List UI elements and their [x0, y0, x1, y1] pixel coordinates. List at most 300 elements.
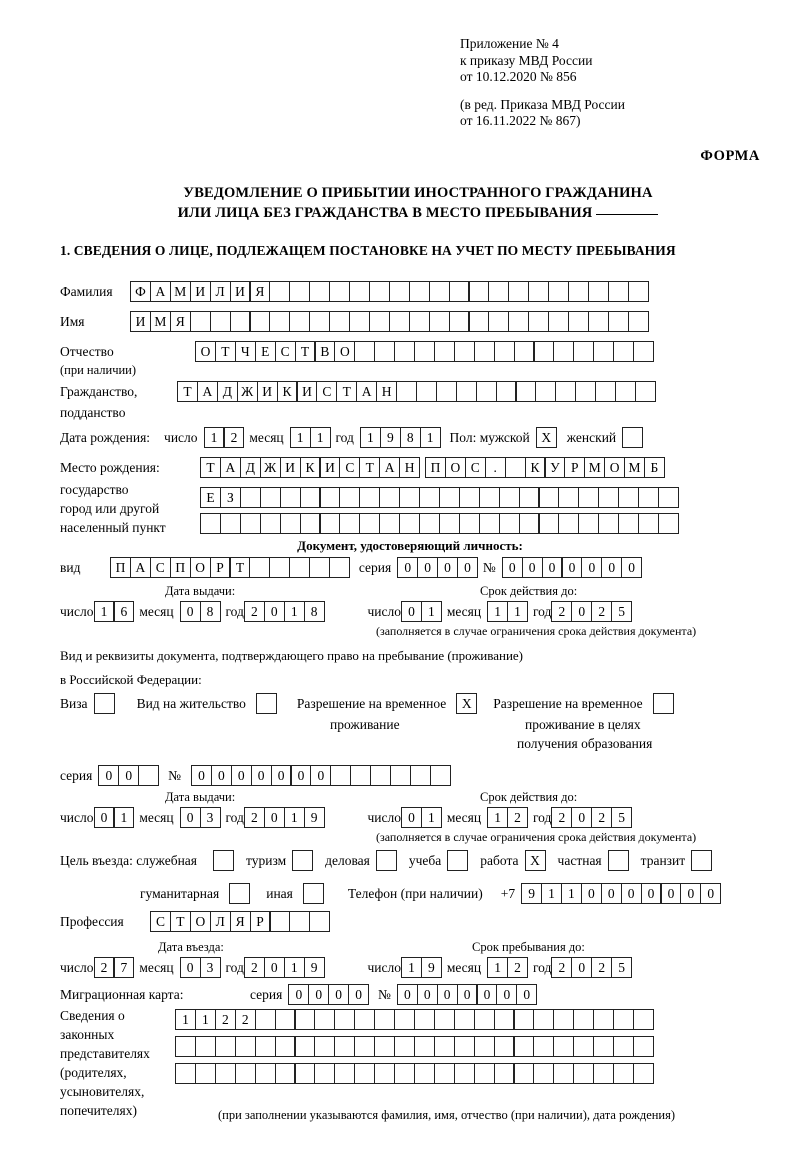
char-cell[interactable]: О	[190, 557, 211, 578]
char-cell[interactable]	[210, 311, 231, 332]
char-cell[interactable]: 0	[271, 765, 292, 786]
char-cell[interactable]: 2	[507, 957, 528, 978]
char-cell[interactable]	[359, 487, 380, 508]
char-cell[interactable]	[399, 487, 420, 508]
stay-valid-day-input[interactable]	[401, 807, 441, 828]
char-cell[interactable]: 2	[591, 807, 612, 828]
char-cell[interactable]	[379, 513, 400, 534]
char-cell[interactable]	[280, 487, 301, 508]
char-cell[interactable]	[269, 311, 290, 332]
char-cell[interactable]	[519, 487, 540, 508]
char-cell[interactable]: 1	[507, 601, 528, 622]
residence-permit-checkbox[interactable]	[256, 693, 277, 714]
profession-input[interactable]	[150, 911, 329, 932]
char-cell[interactable]: 1	[175, 1009, 196, 1030]
char-cell[interactable]: А	[356, 381, 377, 402]
char-cell[interactable]: 1	[421, 601, 442, 622]
char-cell[interactable]: 0	[641, 883, 662, 904]
char-cell[interactable]	[289, 281, 310, 302]
char-cell[interactable]	[635, 381, 656, 402]
char-cell[interactable]	[416, 381, 437, 402]
char-cell[interactable]	[249, 311, 270, 332]
char-cell[interactable]	[350, 765, 371, 786]
char-cell[interactable]	[528, 311, 549, 332]
char-cell[interactable]	[334, 1063, 355, 1084]
char-cell[interactable]: 1	[487, 807, 508, 828]
char-cell[interactable]	[508, 281, 529, 302]
char-cell[interactable]	[555, 381, 576, 402]
char-cell[interactable]	[488, 281, 509, 302]
char-cell[interactable]: М	[584, 457, 605, 478]
stay-end-day-input[interactable]	[401, 957, 441, 978]
char-cell[interactable]: 1	[204, 427, 225, 448]
char-cell[interactable]: Ж	[260, 457, 281, 478]
entry-day-input[interactable]	[94, 957, 134, 978]
char-cell[interactable]: Р	[564, 457, 585, 478]
char-cell[interactable]	[494, 1063, 515, 1084]
char-cell[interactable]: Т	[200, 457, 221, 478]
char-cell[interactable]	[255, 1036, 276, 1057]
char-cell[interactable]	[618, 487, 639, 508]
char-cell[interactable]	[280, 513, 301, 534]
char-cell[interactable]: 8	[304, 601, 325, 622]
char-cell[interactable]	[456, 381, 477, 402]
char-cell[interactable]: Я	[170, 311, 191, 332]
char-cell[interactable]	[309, 311, 330, 332]
char-cell[interactable]: 2	[551, 957, 572, 978]
char-cell[interactable]: И	[230, 281, 251, 302]
char-cell[interactable]: 1	[561, 883, 582, 904]
citizenship-input[interactable]	[177, 381, 655, 402]
char-cell[interactable]	[374, 341, 395, 362]
char-cell[interactable]	[538, 487, 559, 508]
char-cell[interactable]	[354, 1009, 375, 1030]
char-cell[interactable]	[535, 381, 556, 402]
char-cell[interactable]	[319, 513, 340, 534]
stay-series-input[interactable]	[98, 765, 158, 786]
char-cell[interactable]	[514, 341, 535, 362]
char-cell[interactable]	[399, 513, 420, 534]
char-cell[interactable]: 5	[611, 807, 632, 828]
char-cell[interactable]: Р	[210, 557, 231, 578]
char-cell[interactable]	[275, 1063, 296, 1084]
char-cell[interactable]	[553, 1036, 574, 1057]
temp-residence-checkbox[interactable]: X	[456, 693, 477, 714]
char-cell[interactable]: 0	[348, 984, 369, 1005]
char-cell[interactable]: 0	[231, 765, 252, 786]
char-cell[interactable]	[658, 487, 679, 508]
char-cell[interactable]	[593, 341, 614, 362]
char-cell[interactable]: 1	[94, 601, 115, 622]
char-cell[interactable]: 0	[601, 557, 622, 578]
char-cell[interactable]	[294, 1063, 315, 1084]
char-cell[interactable]	[334, 1009, 355, 1030]
char-cell[interactable]: 3	[200, 807, 221, 828]
char-cell[interactable]: Ж	[237, 381, 258, 402]
doc-valid-day-input[interactable]	[401, 601, 441, 622]
char-cell[interactable]	[269, 281, 290, 302]
birth-month-input[interactable]	[290, 427, 330, 448]
char-cell[interactable]	[553, 341, 574, 362]
char-cell[interactable]	[513, 1009, 534, 1030]
char-cell[interactable]	[329, 281, 350, 302]
char-cell[interactable]: П	[425, 457, 446, 478]
char-cell[interactable]	[434, 1063, 455, 1084]
char-cell[interactable]	[515, 381, 536, 402]
char-cell[interactable]: Е	[255, 341, 276, 362]
char-cell[interactable]: 8	[200, 601, 221, 622]
char-cell[interactable]: 1	[284, 807, 305, 828]
char-cell[interactable]	[354, 341, 375, 362]
char-cell[interactable]	[568, 281, 589, 302]
char-cell[interactable]	[638, 513, 659, 534]
char-cell[interactable]	[339, 513, 360, 534]
char-cell[interactable]	[289, 911, 310, 932]
char-cell[interactable]	[374, 1063, 395, 1084]
char-cell[interactable]	[195, 1063, 216, 1084]
char-cell[interactable]: М	[150, 311, 171, 332]
char-cell[interactable]: 0	[522, 557, 543, 578]
char-cell[interactable]: 0	[211, 765, 232, 786]
char-cell[interactable]	[255, 1009, 276, 1030]
char-cell[interactable]	[573, 341, 594, 362]
char-cell[interactable]	[474, 341, 495, 362]
char-cell[interactable]: К	[277, 381, 298, 402]
sex-male-checkbox[interactable]: X	[536, 427, 557, 448]
char-cell[interactable]: П	[110, 557, 131, 578]
char-cell[interactable]	[434, 1036, 455, 1057]
stay-end-year-input[interactable]	[551, 957, 631, 978]
char-cell[interactable]	[309, 557, 330, 578]
char-cell[interactable]: 0	[328, 984, 349, 1005]
char-cell[interactable]	[499, 513, 520, 534]
char-cell[interactable]: 0	[581, 557, 602, 578]
char-cell[interactable]	[215, 1063, 236, 1084]
char-cell[interactable]	[608, 281, 629, 302]
char-cell[interactable]: 9	[304, 957, 325, 978]
char-cell[interactable]	[190, 311, 211, 332]
char-cell[interactable]: 0	[417, 557, 438, 578]
char-cell[interactable]: И	[257, 381, 278, 402]
char-cell[interactable]	[429, 281, 450, 302]
char-cell[interactable]	[553, 1009, 574, 1030]
char-cell[interactable]: У	[544, 457, 565, 478]
char-cell[interactable]: Л	[210, 911, 231, 932]
char-cell[interactable]	[454, 1009, 475, 1030]
char-cell[interactable]: 9	[421, 957, 442, 978]
char-cell[interactable]	[588, 311, 609, 332]
char-cell[interactable]: А	[220, 457, 241, 478]
char-cell[interactable]: 1	[290, 427, 311, 448]
char-cell[interactable]: И	[319, 457, 340, 478]
char-cell[interactable]: 0	[417, 984, 438, 1005]
char-cell[interactable]: 2	[551, 601, 572, 622]
char-cell[interactable]: 1	[284, 601, 305, 622]
char-cell[interactable]	[359, 513, 380, 534]
char-cell[interactable]	[294, 1036, 315, 1057]
char-cell[interactable]	[613, 1009, 634, 1030]
birth-city-line1-input[interactable]	[425, 457, 664, 478]
char-cell[interactable]: 2	[244, 601, 265, 622]
char-cell[interactable]	[419, 513, 440, 534]
char-cell[interactable]	[449, 311, 470, 332]
char-cell[interactable]	[235, 1063, 256, 1084]
char-cell[interactable]	[573, 1036, 594, 1057]
char-cell[interactable]: Я	[249, 281, 270, 302]
char-cell[interactable]	[519, 513, 540, 534]
char-cell[interactable]	[436, 381, 457, 402]
char-cell[interactable]	[593, 1009, 614, 1030]
char-cell[interactable]: А	[130, 557, 151, 578]
char-cell[interactable]	[394, 1036, 415, 1057]
char-cell[interactable]	[429, 311, 450, 332]
char-cell[interactable]: 0	[264, 807, 285, 828]
char-cell[interactable]: 1	[195, 1009, 216, 1030]
char-cell[interactable]	[593, 1063, 614, 1084]
char-cell[interactable]	[409, 311, 430, 332]
char-cell[interactable]: Я	[230, 911, 251, 932]
char-cell[interactable]	[474, 1063, 495, 1084]
char-cell[interactable]	[595, 381, 616, 402]
char-cell[interactable]	[369, 311, 390, 332]
char-cell[interactable]: 0	[191, 765, 212, 786]
char-cell[interactable]: О	[445, 457, 466, 478]
char-cell[interactable]: В	[314, 341, 335, 362]
char-cell[interactable]: 0	[180, 601, 201, 622]
char-cell[interactable]: 1	[401, 957, 422, 978]
legal-reps-line2-input[interactable]	[175, 1036, 653, 1057]
char-cell[interactable]	[533, 1009, 554, 1030]
char-cell[interactable]: 2	[244, 957, 265, 978]
char-cell[interactable]	[434, 1009, 455, 1030]
char-cell[interactable]: 0	[437, 984, 458, 1005]
char-cell[interactable]: 0	[397, 557, 418, 578]
char-cell[interactable]: 0	[502, 557, 523, 578]
char-cell[interactable]	[658, 513, 679, 534]
char-cell[interactable]	[374, 1036, 395, 1057]
char-cell[interactable]	[573, 1063, 594, 1084]
char-cell[interactable]: 1	[541, 883, 562, 904]
phone-input[interactable]	[521, 883, 720, 904]
char-cell[interactable]: 5	[611, 957, 632, 978]
char-cell[interactable]	[633, 1036, 654, 1057]
char-cell[interactable]	[575, 381, 596, 402]
char-cell[interactable]: 0	[308, 984, 329, 1005]
char-cell[interactable]: Л	[210, 281, 231, 302]
char-cell[interactable]	[613, 341, 634, 362]
char-cell[interactable]: 0	[561, 557, 582, 578]
patronymic-input[interactable]	[195, 341, 653, 362]
stay-valid-month-input[interactable]	[487, 807, 527, 828]
char-cell[interactable]	[439, 487, 460, 508]
char-cell[interactable]	[499, 487, 520, 508]
char-cell[interactable]	[533, 341, 554, 362]
char-cell[interactable]: 1	[487, 957, 508, 978]
char-cell[interactable]: 0	[571, 601, 592, 622]
char-cell[interactable]	[598, 487, 619, 508]
char-cell[interactable]: С	[465, 457, 486, 478]
char-cell[interactable]: М	[170, 281, 191, 302]
char-cell[interactable]	[339, 487, 360, 508]
char-cell[interactable]: 0	[264, 957, 285, 978]
char-cell[interactable]: З	[220, 487, 241, 508]
char-cell[interactable]	[505, 457, 526, 478]
char-cell[interactable]	[309, 281, 330, 302]
char-cell[interactable]	[309, 911, 330, 932]
char-cell[interactable]	[588, 281, 609, 302]
char-cell[interactable]: 2	[551, 807, 572, 828]
migration-series-input[interactable]	[288, 984, 368, 1005]
char-cell[interactable]	[294, 1009, 315, 1030]
char-cell[interactable]: Т	[295, 341, 316, 362]
char-cell[interactable]: 9	[304, 807, 325, 828]
char-cell[interactable]: 0	[457, 984, 478, 1005]
char-cell[interactable]: 0	[180, 957, 201, 978]
char-cell[interactable]	[479, 513, 500, 534]
purpose-tourism-checkbox[interactable]	[292, 850, 313, 871]
char-cell[interactable]	[476, 381, 497, 402]
purpose-study-checkbox[interactable]	[447, 850, 468, 871]
char-cell[interactable]: 2	[591, 601, 612, 622]
char-cell[interactable]: 0	[251, 765, 272, 786]
stay-number-input[interactable]	[191, 765, 450, 786]
char-cell[interactable]: 9	[521, 883, 542, 904]
char-cell[interactable]	[528, 281, 549, 302]
char-cell[interactable]	[508, 311, 529, 332]
char-cell[interactable]	[573, 1009, 594, 1030]
char-cell[interactable]: 0	[700, 883, 721, 904]
birth-day-input[interactable]	[204, 427, 244, 448]
char-cell[interactable]: Т	[359, 457, 380, 478]
char-cell[interactable]: 3	[200, 957, 221, 978]
char-cell[interactable]: 0	[660, 883, 681, 904]
char-cell[interactable]: 2	[223, 427, 244, 448]
char-cell[interactable]	[414, 1063, 435, 1084]
char-cell[interactable]: 1	[420, 427, 441, 448]
char-cell[interactable]: С	[150, 911, 171, 932]
doc-issue-day-input[interactable]	[94, 601, 134, 622]
char-cell[interactable]: 0	[310, 765, 331, 786]
char-cell[interactable]	[598, 513, 619, 534]
char-cell[interactable]: 2	[94, 957, 115, 978]
char-cell[interactable]	[410, 765, 431, 786]
char-cell[interactable]	[568, 311, 589, 332]
char-cell[interactable]: 1	[487, 601, 508, 622]
char-cell[interactable]: С	[316, 381, 337, 402]
birth-year-input[interactable]	[360, 427, 440, 448]
char-cell[interactable]: 0	[401, 601, 422, 622]
entry-year-input[interactable]	[244, 957, 324, 978]
stay-valid-year-input[interactable]	[551, 807, 631, 828]
stay-end-month-input[interactable]	[487, 957, 527, 978]
char-cell[interactable]	[260, 487, 281, 508]
char-cell[interactable]	[240, 487, 261, 508]
birth-city-line3-input[interactable]	[200, 513, 678, 534]
doc-series-input[interactable]	[397, 557, 477, 578]
char-cell[interactable]	[553, 1063, 574, 1084]
char-cell[interactable]: 1	[284, 957, 305, 978]
char-cell[interactable]	[269, 911, 290, 932]
char-cell[interactable]	[474, 1036, 495, 1057]
char-cell[interactable]: Д	[240, 457, 261, 478]
char-cell[interactable]	[195, 1036, 216, 1057]
char-cell[interactable]	[329, 557, 350, 578]
char-cell[interactable]	[615, 381, 636, 402]
char-cell[interactable]	[513, 1063, 534, 1084]
char-cell[interactable]	[638, 487, 659, 508]
char-cell[interactable]: 0	[680, 883, 701, 904]
char-cell[interactable]	[479, 487, 500, 508]
surname-input[interactable]	[130, 281, 648, 302]
purpose-humanitarian-checkbox[interactable]	[229, 883, 250, 904]
stay-issue-year-input[interactable]	[244, 807, 324, 828]
char-cell[interactable]	[369, 281, 390, 302]
purpose-transit-checkbox[interactable]	[691, 850, 712, 871]
char-cell[interactable]: 2	[244, 807, 265, 828]
doc-valid-year-input[interactable]	[551, 601, 631, 622]
char-cell[interactable]	[394, 1009, 415, 1030]
migration-number-input[interactable]	[397, 984, 536, 1005]
char-cell[interactable]: С	[150, 557, 171, 578]
purpose-work-checkbox[interactable]: X	[525, 850, 546, 871]
char-cell[interactable]: С	[339, 457, 360, 478]
char-cell[interactable]: 0	[476, 984, 497, 1005]
char-cell[interactable]	[533, 1063, 554, 1084]
char-cell[interactable]: 0	[621, 557, 642, 578]
char-cell[interactable]: 0	[437, 557, 458, 578]
purpose-other-checkbox[interactable]	[303, 883, 324, 904]
char-cell[interactable]: И	[190, 281, 211, 302]
char-cell[interactable]	[628, 311, 649, 332]
char-cell[interactable]: Н	[399, 457, 420, 478]
char-cell[interactable]: 0	[571, 957, 592, 978]
char-cell[interactable]: 6	[113, 601, 134, 622]
char-cell[interactable]: Т	[177, 381, 198, 402]
char-cell[interactable]	[289, 557, 310, 578]
char-cell[interactable]: 0	[94, 807, 115, 828]
char-cell[interactable]	[300, 487, 321, 508]
char-cell[interactable]	[454, 1063, 475, 1084]
char-cell[interactable]: 0	[496, 984, 517, 1005]
char-cell[interactable]	[396, 381, 417, 402]
char-cell[interactable]	[494, 1009, 515, 1030]
visa-checkbox[interactable]	[94, 693, 115, 714]
char-cell[interactable]	[496, 381, 517, 402]
char-cell[interactable]	[533, 1036, 554, 1057]
char-cell[interactable]	[419, 487, 440, 508]
char-cell[interactable]: 0	[457, 557, 478, 578]
char-cell[interactable]: 0	[542, 557, 563, 578]
char-cell[interactable]	[329, 311, 350, 332]
char-cell[interactable]	[459, 487, 480, 508]
char-cell[interactable]	[220, 513, 241, 534]
purpose-business-checkbox[interactable]	[376, 850, 397, 871]
char-cell[interactable]: 0	[581, 883, 602, 904]
char-cell[interactable]	[593, 1036, 614, 1057]
char-cell[interactable]	[200, 513, 221, 534]
char-cell[interactable]	[633, 1009, 654, 1030]
char-cell[interactable]: 0	[397, 984, 418, 1005]
char-cell[interactable]	[249, 557, 270, 578]
char-cell[interactable]: 9	[380, 427, 401, 448]
sex-female-checkbox[interactable]	[622, 427, 643, 448]
char-cell[interactable]: 2	[591, 957, 612, 978]
char-cell[interactable]: И	[280, 457, 301, 478]
purpose-service-checkbox[interactable]	[213, 850, 234, 871]
char-cell[interactable]: Р	[250, 911, 271, 932]
char-cell[interactable]: 0	[516, 984, 537, 1005]
char-cell[interactable]: К	[525, 457, 546, 478]
